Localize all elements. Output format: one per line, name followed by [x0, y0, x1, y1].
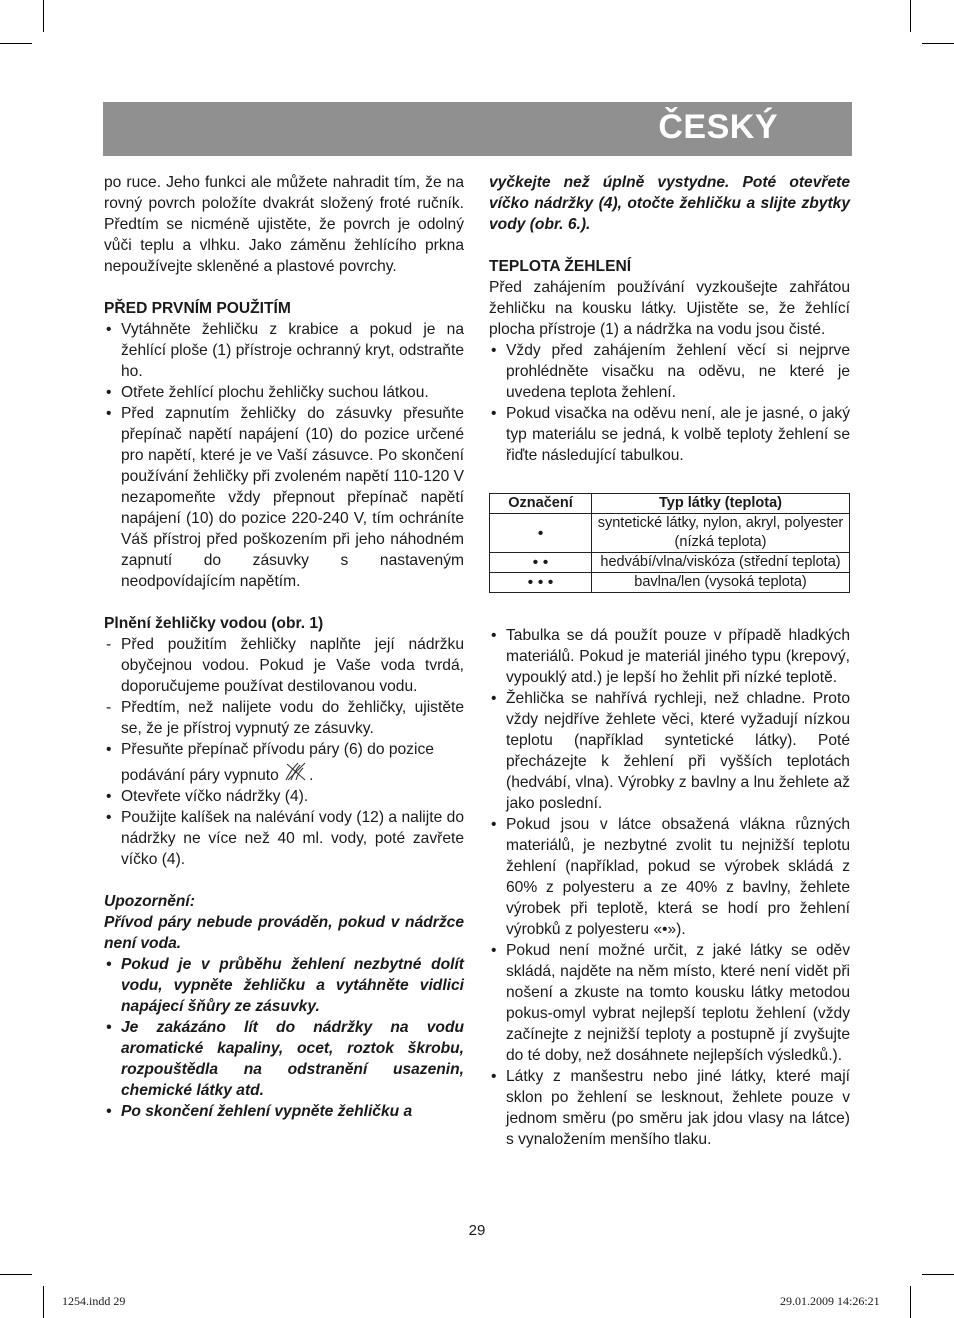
list-item: • Otevřete víčko nádržky (4). — [106, 788, 309, 805]
table-row — [490, 573, 850, 593]
list-item: • Pokud je v průběhu žehlení nezbytné dolít vodu, vypněte žehličku a vytáhněte vidlici napájecí šňůry ze zásuvky. — [106, 956, 464, 1015]
footer-file-name: 1254.indd 29 — [62, 1294, 126, 1308]
list-item: • Před zapnutím žehličky do zásuvky přesuňte přepínač napětí napájení (10) do pozice určené pro napětí, které je ve Vaší zásuvce. Po skončení používání žehličky při zvoleném napětí 110-120 V nezapomeňte vždy přepnout přepínač napětí napájení (10) do pozice 220-240 V, tím ochráníte Váš přístroj před poškozením při jeho náhodném zapnutí do zásuvky s nastaveným neodpovídajícím napětím. — [106, 405, 464, 590]
list-item: • Látky z manšestru nebo jiné látky, které mají sklon po žehlení se lesknout, žehlete pouze v jednom směru (po směru jak jdou vlasy na látce) s vynaložením menšího tlaku. — [491, 1068, 850, 1148]
bullet-marker: • — [106, 741, 112, 758]
bullet-marker: • — [106, 956, 112, 973]
bullet-marker: • — [106, 405, 112, 422]
list-item: • Pokud jsou v látce obsažená vlákna různých materiálů, je nezbytné zvolit tu nejnižší teplotu žehlení (například, pokud se výrobek skládá z 60% z polyesteru a ze 40% z bavlny, žehlete výrobek při teplotě, která se hodí pro žehlení výrobků z polyesteru «•»). — [491, 816, 850, 938]
list-item: • Tabulka se dá použít pouze v případě hladkých materiálů. Pokud je materiál jiného typu (krepový, vypouklý atd.) je lepší ho žehlit při nízké teplotě. — [491, 627, 850, 686]
temperature-intro: Před zahájením používání vyzkoušejte zahřátou žehličku na kousku látky. Ujistěte se, že žehlící plocha přístroje (1) a nádržka na vodu jsou čisté. — [489, 279, 850, 338]
warning-list — [104, 954, 464, 1122]
list-item: • Pokud visačka na oděvu není, ale je jasné, o jaký typ materiálu se jedná, k volbě teploty žehlení se řiďte následující tabulkou. — [491, 405, 850, 464]
table-row — [490, 514, 850, 553]
list-item: • Vytáhněte žehličku z krabice a pokud je na žehlící ploše (1) přístroje ochranný kryt, odstraňte ho. — [106, 321, 464, 380]
temperature-mark: • • • — [490, 573, 592, 593]
language-header-bar — [103, 102, 852, 156]
temperature-list-after — [489, 625, 850, 1150]
list-item: • Otřete žehlící plochu žehličky suchou látkou. — [106, 384, 429, 401]
section-heading-first-use: PŘED PRVNÍM POUŽITÍM — [104, 300, 291, 317]
footer-timestamp: 29.01.2009 14:26:21 — [780, 1294, 880, 1308]
list-item: • Použijte kalíšek na nalévání vody (12) a nalijte do nádržky ne více než 40 ml. vody, poté zavřete víčko (4). — [106, 809, 464, 868]
table-header: Označení — [490, 494, 592, 514]
continued-warning: vyčkejte než úplně vystydne. Poté otevřete víčko nádržky (4), otočte žehličku a slijte zbytky vody (obr. 6.). — [489, 174, 850, 233]
section-heading-filling: Plnění žehličky vodou (obr. 1) — [104, 615, 324, 632]
intro-paragraph: po ruce. Jeho funkci ale můžete nahradit tím, že na rovný povrch položíte dvakrát složený froté ručník. Předtím se nicméně ujistěte, že povrch je odolný vůči teplu a vlhku. Jako záměnu žehlícího prkna nepoužívejte skleněné a plastové povrchy. — [104, 174, 464, 275]
list-item: • Po skončení žehlení vypněte žehličku a — [106, 1103, 413, 1120]
bullet-marker: • — [106, 788, 112, 805]
first-use-list — [104, 319, 464, 592]
bullet-marker: • — [106, 321, 112, 338]
dash-marker: - — [106, 636, 112, 653]
table-header-row — [490, 494, 850, 514]
steam-off-icon — [283, 760, 309, 782]
table-row — [490, 553, 850, 573]
temperature-mark: • • — [490, 553, 592, 573]
left-column — [104, 172, 464, 1122]
list-item: - Před použitím žehličky naplňte její nádržku obyčejnou vodou. Pokud je Vaše voda tvrdá, doporučujeme používat destilovanou vodu. — [106, 636, 464, 695]
fabric-type: hedvábí/vlna/viskóza (střední teplota) — [592, 553, 850, 573]
bullet-marker: • — [106, 809, 112, 826]
bullet-marker: • — [491, 627, 497, 644]
section-heading-temperature: TEPLOTA ŽEHLENÍ — [489, 258, 632, 275]
table-header: Typ látky (teplota) — [592, 494, 850, 514]
crop-mark — [922, 1274, 954, 1275]
list-item: • Přesuňte přepínač přívodu páry (6) do pozice podávání páry vypnuto . — [106, 741, 434, 784]
crop-mark — [0, 1274, 32, 1275]
warning-heading: Upozornění: — [104, 893, 195, 910]
list-item: • Je zakázáno lít do nádržky na vodu aromatické kapaliny, ocet, roztok škrobu, rozpouštědla na odstranění usazenin, chemické látky atd. — [106, 1019, 464, 1099]
right-column — [489, 172, 850, 1150]
temperature-table — [489, 493, 850, 593]
language-title: ČESKÝ — [658, 108, 778, 146]
warning-text: Přívod páry nebude prováděn, pokud v nádržce není voda. — [104, 914, 464, 952]
bullet-marker: • — [491, 342, 497, 359]
bullet-marker: • — [491, 1068, 497, 1085]
crop-mark — [0, 43, 32, 44]
page-number: 29 — [468, 1222, 486, 1239]
temperature-list-before — [489, 340, 850, 466]
bullet-marker: • — [106, 1019, 112, 1036]
list-item: • Vždy před zahájením žehlení věcí si nejprve prohlédněte visačku na oděvu, ne které je uvedena teplota žehlení. — [491, 342, 850, 401]
filling-list — [104, 634, 464, 870]
list-item: • Pokud není možné určit, z jaké látky se oděv skládá, najděte na něm místo, které není vidět při nošení a zkuste na tomto kousku látky metodou pokus-omyl vybrat nejlepší teplotu žehlení (vždy začínejte z nejnižší teploty a postupně jí zvyšujte do té doby, než dosáhnete nejlepších výsledků.). — [491, 942, 850, 1064]
list-item: - Předtím, než nalijete vodu do žehličky, ujistěte se, že je přístroj vypnutý ze zásuvky. — [106, 699, 464, 737]
bullet-marker: • — [491, 690, 497, 707]
fabric-type: bavlna/len (vysoká teplota) — [592, 573, 850, 593]
crop-mark — [43, 1286, 44, 1318]
temperature-mark: • — [490, 514, 592, 553]
list-item: • Žehlička se nahřívá rychleji, než chladne. Proto vždy nejdříve žehlete věci, které vyžadují nízkou teplotu (například syntetické látky). Poté přecházejte k žehlení při vyšších teplotách (hedvábí, vlna). Výrobky z bavlny a lnu žehlete až jako poslední. — [491, 690, 850, 812]
crop-mark — [43, 0, 44, 32]
bullet-marker: • — [491, 405, 497, 422]
bullet-marker: • — [491, 816, 497, 833]
fabric-type: syntetické látky, nylon, akryl, polyester (nízká teplota) — [592, 514, 850, 553]
crop-mark — [922, 43, 954, 44]
dash-marker: - — [106, 699, 112, 716]
crop-mark — [910, 0, 911, 32]
bullet-marker: • — [491, 942, 497, 959]
bullet-marker: • — [106, 384, 112, 401]
bullet-marker: • — [106, 1103, 112, 1120]
crop-mark — [910, 1286, 911, 1318]
